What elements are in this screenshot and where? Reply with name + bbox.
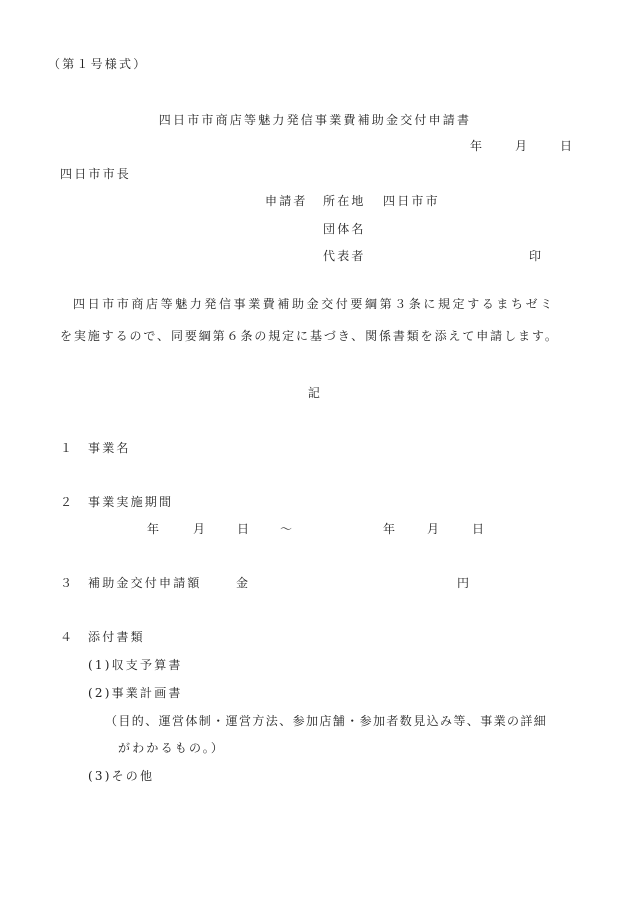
amount-prefix: 金 bbox=[236, 576, 251, 590]
period-tilde: ～ bbox=[280, 522, 295, 536]
period-end-year: 年 bbox=[383, 522, 398, 536]
address-value: 四日市市 bbox=[383, 194, 440, 208]
period-start-year: 年 bbox=[147, 522, 162, 536]
attachment-1: (1)収支予算書 bbox=[88, 658, 183, 672]
document-title: 四日市市商店等魅力発信事業費補助金交付申請書 bbox=[158, 113, 472, 127]
item-4-number: ４ bbox=[60, 630, 75, 644]
ki-heading: 記 bbox=[307, 386, 323, 400]
applicant-label: 申請者 bbox=[265, 194, 308, 208]
attachment-2: (2)事業計画書 bbox=[88, 686, 183, 700]
form-number: （第１号様式） bbox=[48, 57, 148, 71]
item-1-label: 事業名 bbox=[88, 441, 131, 455]
addressee: 四日市市長 bbox=[60, 167, 132, 181]
attachment-3: (3)その他 bbox=[88, 769, 155, 783]
item-3-number: ３ bbox=[60, 576, 75, 590]
item-2-label: 事業実施期間 bbox=[88, 495, 174, 509]
body-line-2: を実施するので、同要綱第６条の規定に基づき、関係書類を添えて申請します。 bbox=[60, 329, 559, 343]
address-label: 所在地 bbox=[323, 194, 366, 208]
period-start-day: 日 bbox=[237, 522, 252, 536]
attachment-2-note-2: がわかるもの。） bbox=[118, 741, 226, 755]
date-year: 年 bbox=[470, 139, 485, 153]
period-end-day: 日 bbox=[472, 522, 487, 536]
body-line-1: 四日市市商店等魅力発信事業費補助金交付要綱第３条に規定するまちゼミ bbox=[73, 297, 555, 311]
period-start-month: 月 bbox=[193, 522, 208, 536]
attachment-2-note-1: （目的、運営体制・運営方法、参加店舗・参加者数見込み等、事業の詳細 bbox=[105, 714, 548, 728]
org-label: 団体名 bbox=[323, 222, 366, 236]
amount-unit: 円 bbox=[457, 576, 472, 590]
period-end-month: 月 bbox=[427, 522, 442, 536]
date-month: 月 bbox=[515, 139, 530, 153]
item-1-number: １ bbox=[60, 441, 75, 455]
item-4-label: 添付書類 bbox=[88, 630, 145, 644]
item-3-label: 補助金交付申請額 bbox=[88, 576, 202, 590]
rep-label: 代表者 bbox=[323, 249, 366, 263]
date-day: 日 bbox=[560, 139, 575, 153]
item-2-number: ２ bbox=[60, 495, 75, 509]
seal-mark: 印 bbox=[529, 249, 544, 263]
